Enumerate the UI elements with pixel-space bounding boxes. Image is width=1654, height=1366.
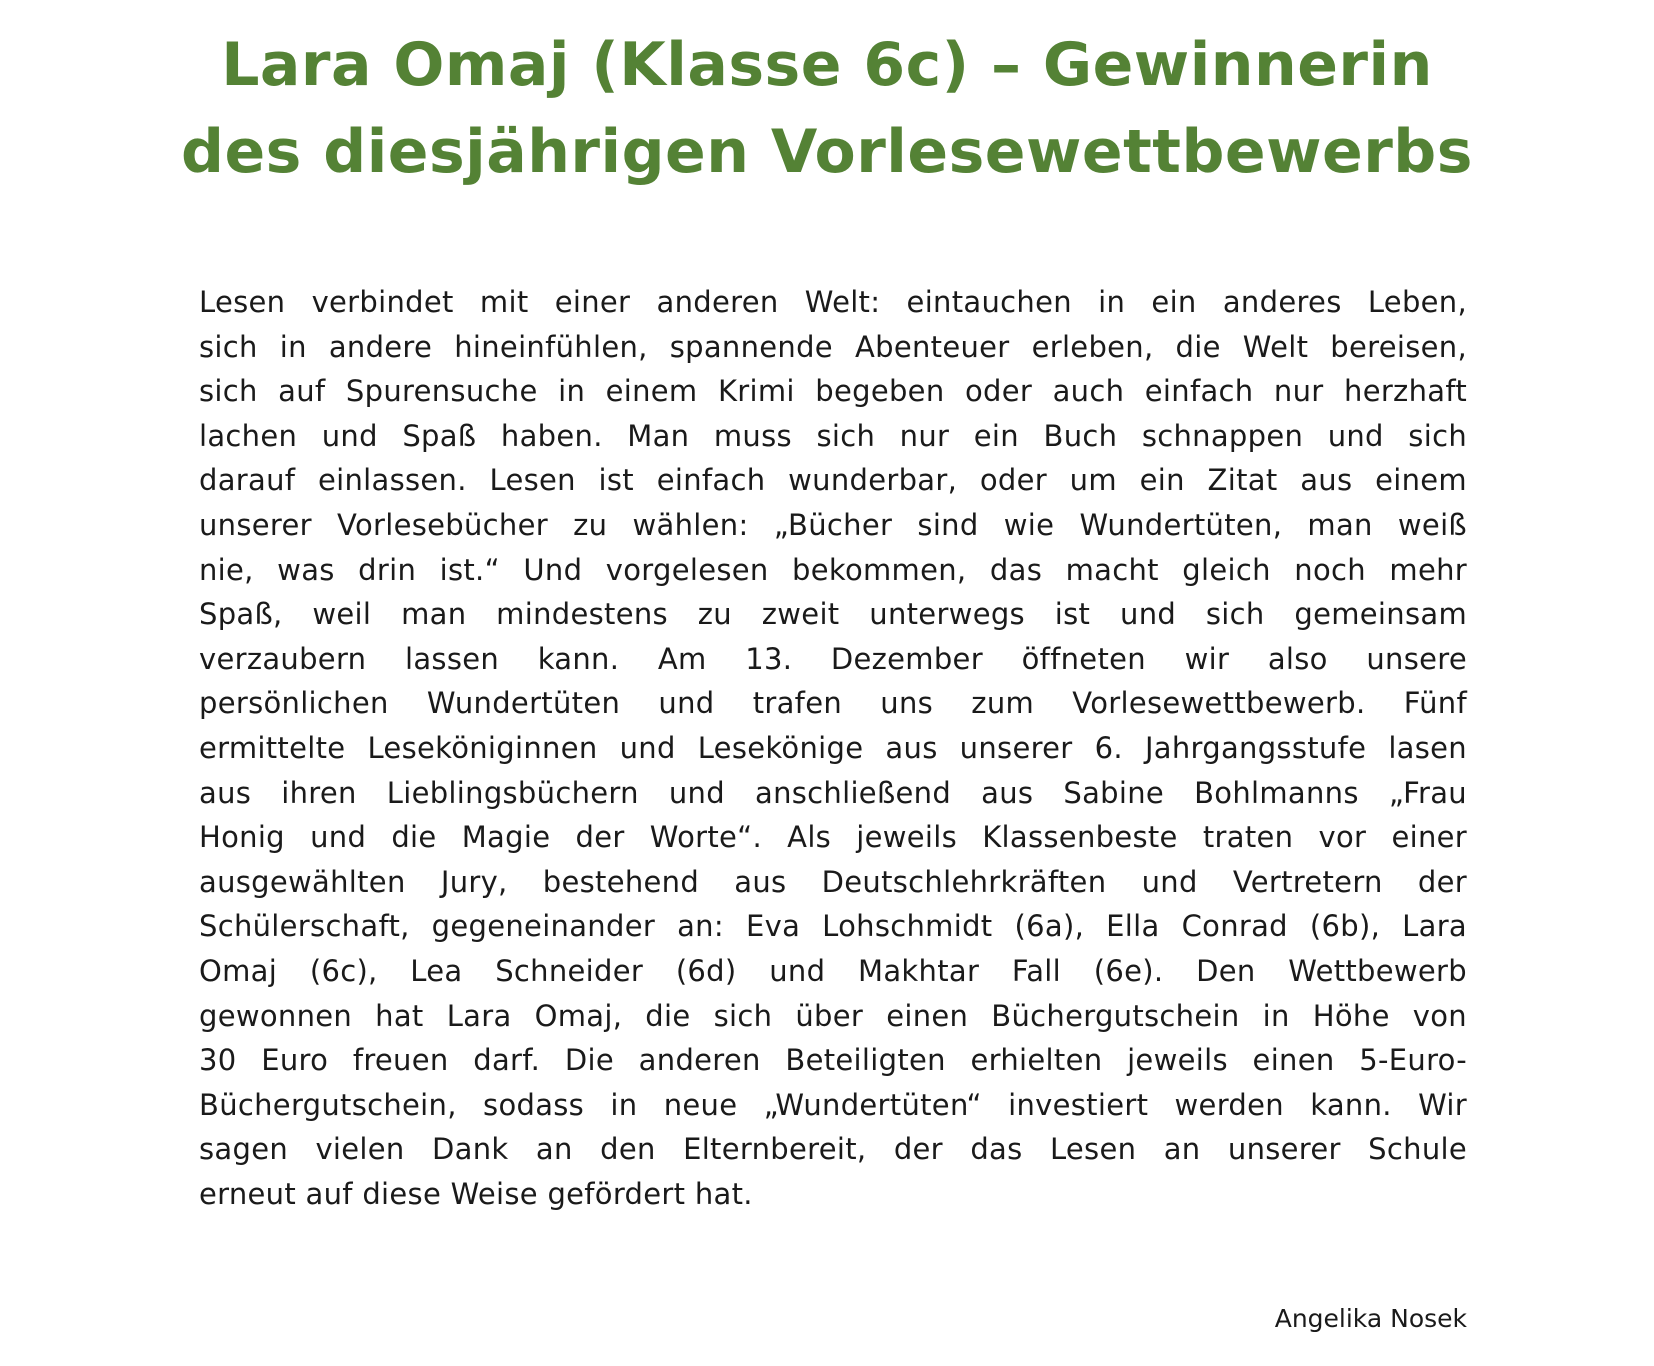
body-line: 30 Euro freuen darf. Die anderen Beteiligten erhielten jeweils einen 5-Euro- [199,1043,1467,1078]
body-line: unserer Vorlesebücher zu wählen: „Bücher sind wie Wundertüten, man weiß [199,507,1467,542]
article-body [199,280,1467,1216]
body-line: Büchergutschein, sodass in neue „Wundertüten“ investiert werden kann. Wir [199,1087,1467,1122]
body-line: persönlichen Wundertüten und trafen uns zum Vorlesewettbewerb. Fünf [199,686,1467,721]
article-title-line-2: des diesjährigen Vorlesewettbewerbs [181,117,1473,187]
body-line: Lesen verbindet mit einer anderen Welt: eintauchen in ein anderes Leben, [199,285,1467,319]
body-line: Schülerschaft, gegeneinander an: Eva Lohschmidt (6a), Ella Conrad (6b), Lara [199,909,1467,944]
body-line: nie, was drin ist.“ Und vorgelesen bekommen, das macht gleich noch mehr [199,552,1467,587]
article-title-line-1: Lara Omaj (Klasse 6c) – Gewinnerin [221,30,1433,100]
body-line: sich in andere hineinfühlen, spannende Abenteuer erleben, die Welt bereisen, [199,329,1467,364]
body-line: sagen vielen Dank an den Elternbereit, der das Lesen an unserer Schule [199,1132,1467,1167]
article-title [120,22,1534,196]
body-line: verzaubern lassen kann. Am 13. Dezember öffneten wir also unsere [199,641,1467,676]
body-line: sich auf Spurensuche in einem Krimi begeben oder auch einfach nur herzhaft [199,374,1467,409]
author-name: Angelika Nosek [1274,1304,1467,1333]
body-line: gewonnen hat Lara Omaj, die sich über einen Büchergutschein in Höhe von [199,998,1467,1033]
body-line: erneut auf diese Weise gefördert hat. [199,1176,753,1211]
body-line: Spaß, weil man mindestens zu zweit unterwegs ist und sich gemeinsam [199,597,1467,632]
body-line: ermittelte Leseköniginnen und Lesekönige aus unserer 6. Jahrgangsstufe lasen [199,730,1467,765]
body-line: Honig und die Magie der Worte“. Als jeweils Klassenbeste traten vor einer [199,820,1467,855]
body-line: aus ihren Lieblingsbüchern und anschließend aus Sabine Bohlmanns „Frau [199,775,1467,810]
body-line: ausgewählten Jury, bestehend aus Deutschlehrkräften und Vertretern der [199,864,1467,899]
body-line: lachen und Spaß haben. Man muss sich nur ein Buch schnappen und sich [199,418,1467,453]
body-line: Omaj (6c), Lea Schneider (6d) und Makhtar Fall (6e). Den Wettbewerb [199,953,1467,988]
body-line: darauf einlassen. Lesen ist einfach wunderbar, oder um ein Zitat aus einem [199,463,1467,498]
